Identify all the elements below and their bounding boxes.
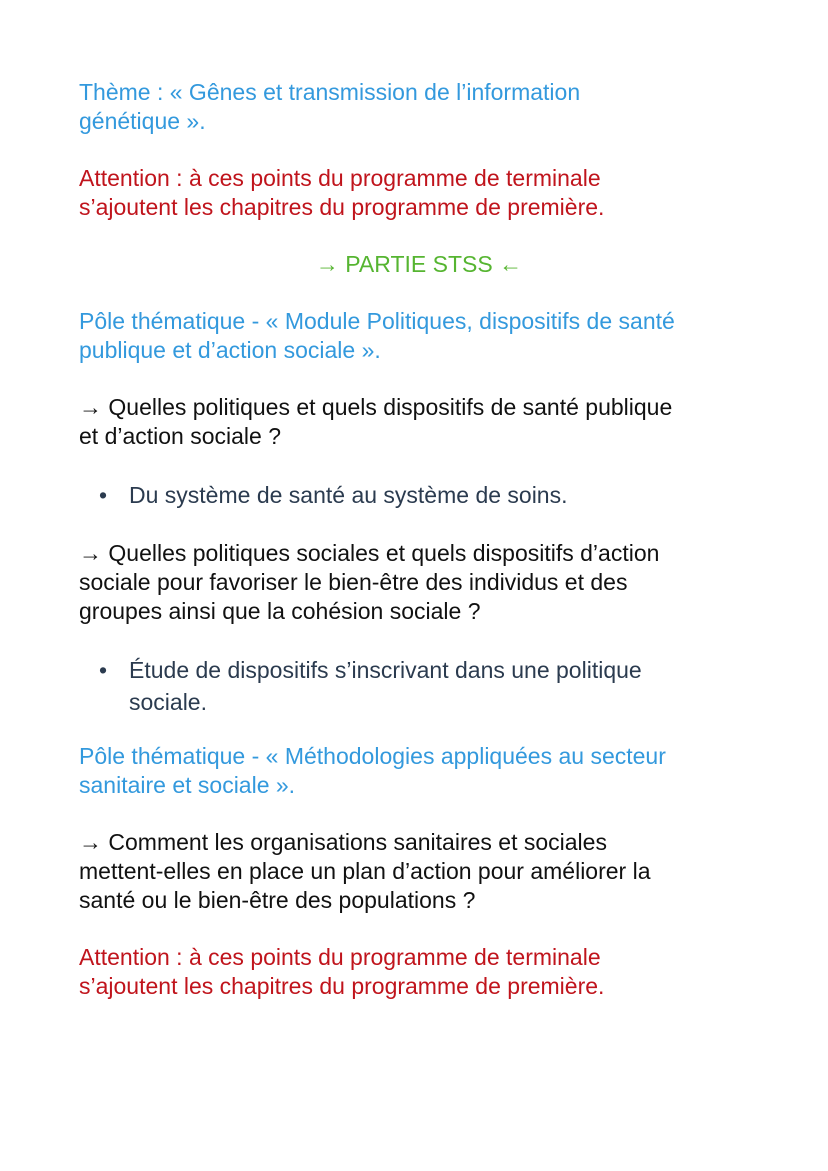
section-title (79, 250, 759, 279)
attention-note-line: s’ajoutent les chapitres du programme de première. (79, 194, 605, 220)
theme-heading-line: Thème : « Gênes et transmission de l’information (79, 79, 581, 105)
pole-heading-line: publique et d’action sociale ». (79, 337, 381, 363)
pole-heading-2 (79, 742, 759, 800)
question-line: et d’action sociale ? (79, 423, 282, 449)
bullet-item-text: sociale. (129, 689, 207, 715)
attention-note-line: Attention : à ces points du programme de terminale (79, 944, 601, 970)
pole-heading-line: sanitaire et sociale ». (79, 772, 296, 798)
question-line: mettent-elles en place un plan d’action pour améliorer la (79, 858, 651, 884)
bullet-dot-icon: • (99, 657, 108, 683)
bullet-item-1 (79, 479, 759, 511)
question-line: santé ou le bien-être des populations ? (79, 887, 476, 913)
attention-note-top (79, 164, 759, 222)
bullet-item-text: Étude de dispositifs s’inscrivant dans une politique (129, 657, 642, 683)
bullet-dot-icon: • (99, 482, 108, 508)
question-line: → Comment les organisations sanitaires et sociales (79, 829, 607, 855)
pole-heading-line: Pôle thématique - « Module Politiques, dispositifs de santé (79, 308, 675, 334)
theme-heading-line: génétique ». (79, 108, 206, 134)
bullet-item-text: Du système de santé au système de soins. (129, 482, 568, 508)
question-line: → Quelles politiques et quels dispositifs de santé publique (79, 394, 673, 420)
question-1 (79, 393, 759, 451)
question-line: groupes ainsi que la cohésion sociale ? (79, 598, 481, 624)
theme-heading (79, 78, 759, 136)
question-line: sociale pour favoriser le bien-être des individus et des (79, 569, 628, 595)
bullet-item-2 (79, 654, 759, 718)
document-page (79, 78, 759, 1001)
attention-note-bottom (79, 943, 759, 1001)
attention-note-line: Attention : à ces points du programme de terminale (79, 165, 601, 191)
question-line: → Quelles politiques sociales et quels dispositifs d’action (79, 540, 660, 566)
question-3 (79, 828, 759, 915)
section-title-text: → PARTIE STSS ← (315, 251, 523, 277)
attention-note-line: s’ajoutent les chapitres du programme de première. (79, 973, 605, 999)
question-2 (79, 539, 759, 626)
pole-heading-1 (79, 307, 759, 365)
pole-heading-line: Pôle thématique - « Méthodologies appliquées au secteur (79, 743, 666, 769)
